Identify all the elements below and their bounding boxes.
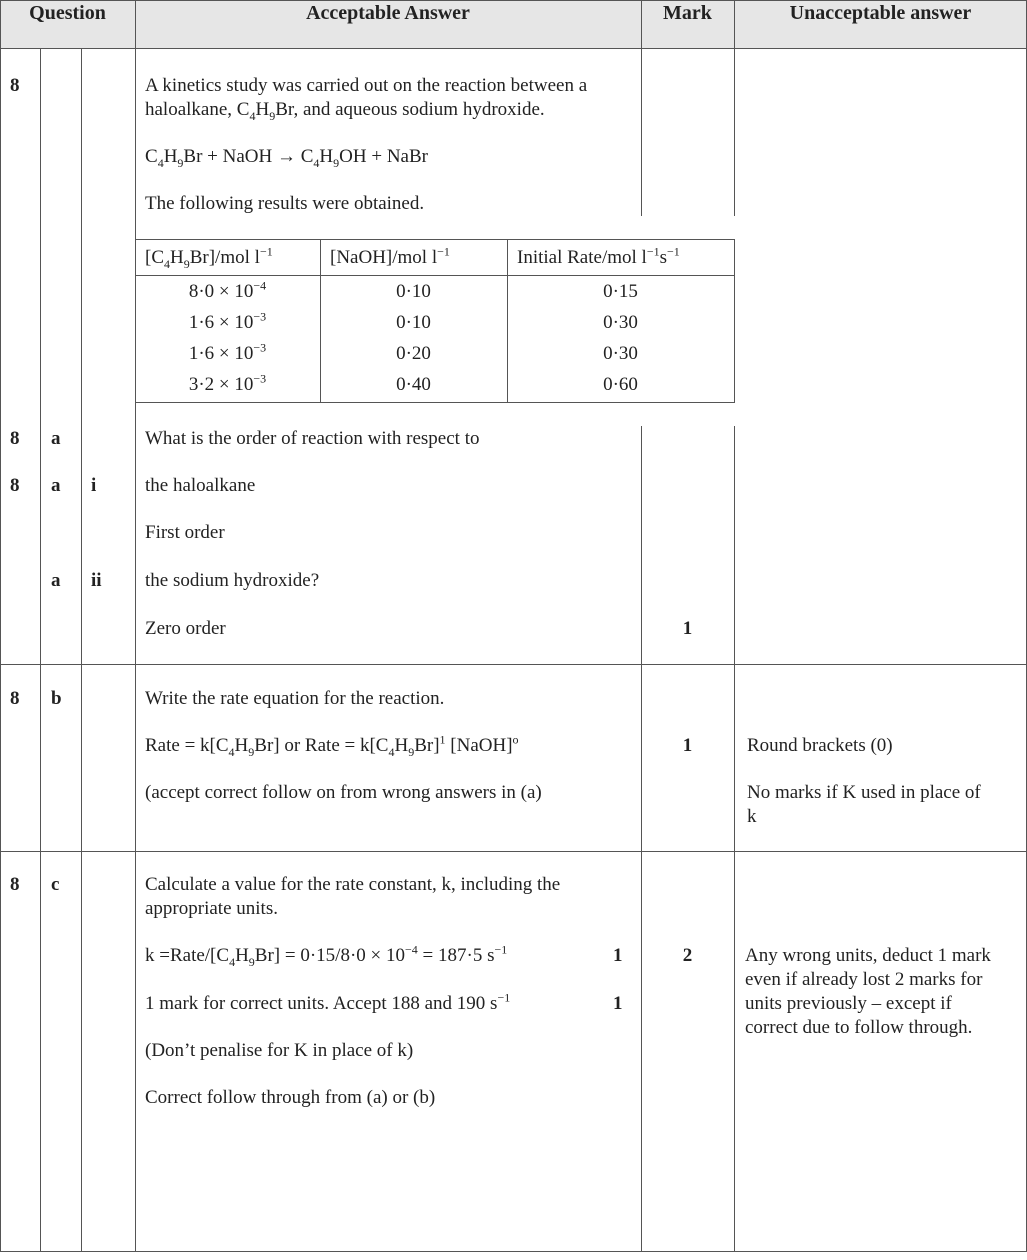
unacceptable-8b-3: k [747,806,757,827]
question-subpart: ii [91,570,102,591]
grid-line [734,0,735,216]
mark-8a: 1 [682,618,693,639]
question-subpart: i [91,475,97,496]
table-cell: 0·20 [396,343,431,364]
results-table-border [135,239,735,240]
grid-line [641,0,642,216]
table-cell: $1\cdot 6 \times 10^{-3}$ [188,309,267,333]
grid-line [641,426,642,1252]
answer-8b: Rate = $k[C_4H_9Br]$ or Rate = $k[C_4H_9Br]^1$ [NaOH]$^o$ [145,732,519,759]
question-8aii-text: the sodium hydroxide? [145,570,320,591]
results-table-border [734,239,735,403]
unacceptable-8b-2: No marks if K used in place of [747,782,981,803]
unacceptable-8c-3: units previously – except if [745,993,952,1014]
question-8ai-text: the haloalkane [145,475,256,496]
question-part: a [51,475,61,496]
header-mark: Mark [663,2,712,24]
question-number: 8 [10,428,20,449]
table-cell: $3\cdot 2 \times 10^{-3}$ [188,371,267,395]
intro-line-2: haloalkane, $C_4H_9Br$, and aqueous sodium hydroxide. [145,99,545,123]
grid-line [81,48,82,1252]
answer-8aii: Zero order [145,618,226,639]
unacceptable-8c-1: Any wrong units, deduct 1 mark [745,945,991,966]
unacceptable-8b-1: Round brackets (0) [747,735,893,756]
question-part: a [51,570,61,591]
sub-mark: 1 [613,945,623,966]
unacceptable-8c-2: even if already lost 2 marks for [745,969,983,990]
header-question: Question [29,2,106,24]
answer-8ai: First order [145,522,225,543]
unacceptable-8c-4: correct due to follow through. [745,1017,973,1038]
results-table-border [135,402,735,403]
question-8a-text: What is the order of reaction with respect to [145,428,480,449]
answer-8c-units: 1 mark for correct units. Accept 188 and 190 $s^{-1}$ [145,990,511,1014]
grid-line [135,0,136,1252]
question-part: b [51,688,62,709]
table-header-naoh: [NaOH]/mol $l^{-1}$ [330,244,450,268]
mark-8b: 1 [682,735,693,756]
grid-line [0,48,1027,49]
grid-line [0,851,1027,852]
table-cell: 0·15 [603,281,638,302]
table-cell: 0·10 [396,281,431,302]
table-header-haloalkane: $[C_4H_9Br]$/mol $l^{-1}$ [145,244,273,271]
grid-line [0,664,1027,665]
table-header-rate: Initial Rate/mol $l^{-1}s^{-1}$ [517,244,680,268]
answer-8c-calc: $k =Rate/[C_4H_9Br] = 0\cdot 15/8\cdot 0 \times 10^{-4} = 187\cdot 5$ $s^{-1}$ [145,942,508,969]
sub-mark: 1 [613,993,623,1014]
table-cell: 0·40 [396,374,431,395]
grid-line [0,0,1,1252]
question-part: a [51,428,61,449]
grid-line [40,48,41,1252]
grid-line [0,1251,1027,1252]
mark-8c: 2 [682,945,693,966]
table-cell: 0·30 [603,312,638,333]
question-number: 8 [10,475,20,496]
answer-8c-note-2: Correct follow through from (a) or (b) [145,1087,436,1108]
reaction-equation: $C_4H_9Br$ + NaOH → $C_4H_9OH$ + NaBr [145,146,428,170]
answer-8b-note: (accept correct follow on from wrong answers in (a) [145,782,542,803]
question-part: c [51,874,60,895]
results-caption: The following results were obtained. [145,193,425,214]
intro-line-1: A kinetics study was carried out on the reaction between a [145,75,588,96]
answer-8c-note-1: (Don’t penalise for K in place of k) [145,1040,414,1061]
table-cell: $8\cdot 0 \times 10^{-4}$ [188,278,267,302]
question-number: 8 [10,874,20,895]
question-8b-text: Write the rate equation for the reaction. [145,688,445,709]
table-cell: $1\cdot 6 \times 10^{-3}$ [188,340,267,364]
question-8c-line-2: appropriate units. [145,898,278,919]
grid-line [0,0,1027,1]
table-cell: 0·10 [396,312,431,333]
table-cell: 0·60 [603,374,638,395]
question-8c-line-1: Calculate a value for the rate constant, k, including the [145,874,561,895]
question-number: 8 [10,75,20,96]
grid-line [734,426,735,1252]
question-number: 8 [10,688,20,709]
results-table-border [135,275,735,276]
header-acceptable-answer: Acceptable Answer [306,2,470,24]
table-cell: 0·30 [603,343,638,364]
header-unacceptable-answer: Unacceptable answer [789,2,972,24]
